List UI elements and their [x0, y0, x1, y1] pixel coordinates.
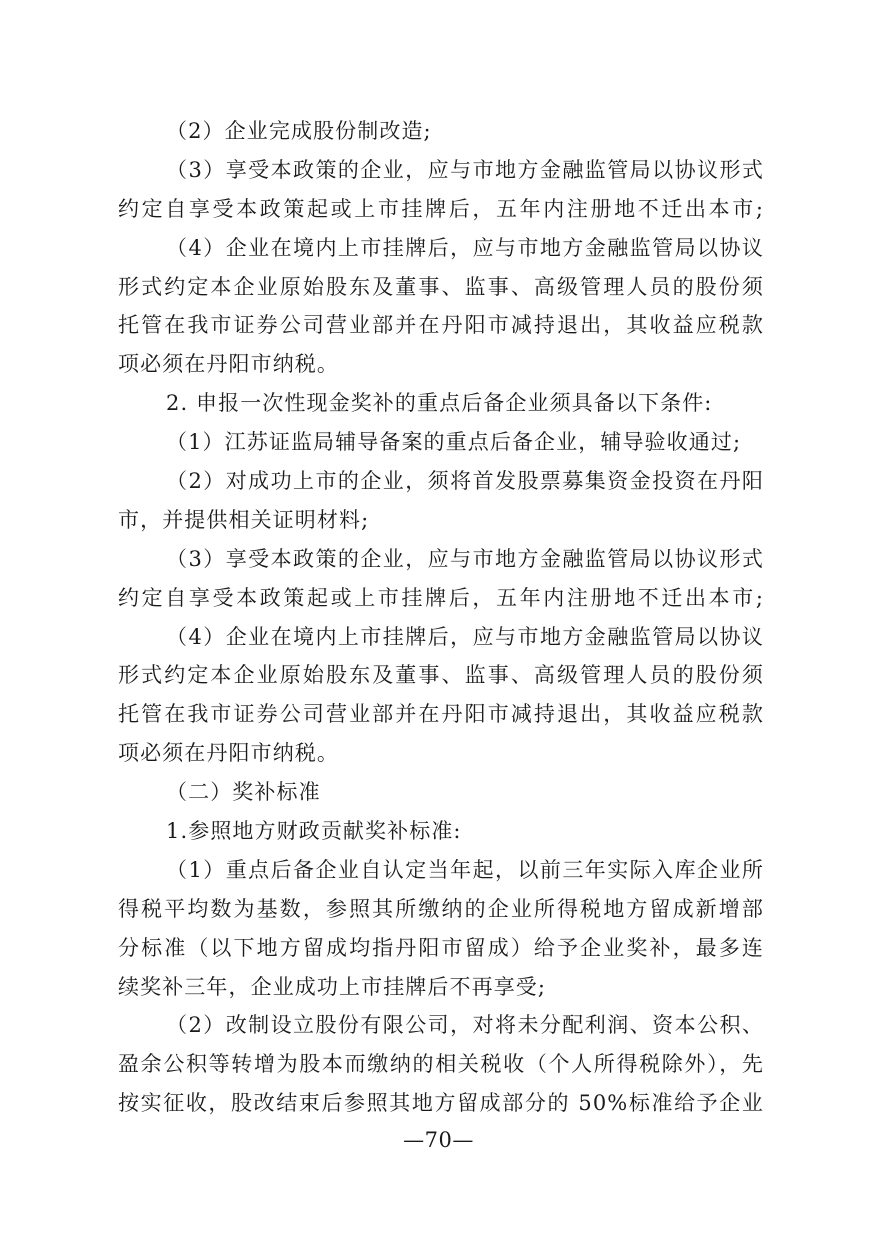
paragraph-line: 分标准（以下地方留成均指丹阳市留成）给予企业奖补，最多连 — [118, 935, 764, 960]
paragraph-line: 1.参照地方财政贡献奖补标准: — [166, 819, 462, 844]
paragraph-line: （1）江苏证监局辅导备案的重点后备企业，辅导验收通过; — [166, 430, 742, 455]
paragraph-line: 形式约定本企业原始股东及董事、监事、高级管理人员的股份须 — [118, 274, 764, 299]
paragraph-line: 项必须在丹阳市纳税。 — [118, 741, 339, 766]
paragraph-line: 项必须在丹阳市纳税。 — [118, 352, 339, 377]
paragraph-line: （3）享受本政策的企业，应与市地方金融监管局以协议形式 — [166, 546, 764, 571]
paragraph-line: 形式约定本企业原始股东及董事、监事、高级管理人员的股份须 — [118, 663, 764, 688]
paragraph-line: 盈余公积等转增为股本而缴纳的相关税收（个人所得税除外），先 — [118, 1052, 764, 1077]
paragraph-line: （4）企业在境内上市挂牌后，应与市地方金融监管局以协议 — [166, 235, 764, 260]
paragraph-line: 市，并提供相关证明材料; — [118, 507, 370, 532]
paragraph-line: （2）对成功上市的企业，须将首发股票募集资金投资在丹阳 — [166, 469, 764, 494]
paragraph-line: 托管在我市证券公司营业部并在丹阳市减持退出，其收益应税款 — [118, 313, 764, 338]
paragraph-line: 续奖补三年，企业成功上市挂牌后不再享受; — [118, 974, 547, 999]
paragraph-line: 按实征收，股改结束后参照其地方留成部分的 50%标准给予企业 — [118, 1091, 764, 1116]
paragraph-line: 约定自享受本政策起或上市挂牌后，五年内注册地不迁出本市; — [118, 585, 764, 610]
paragraph-line: （3）享受本政策的企业，应与市地方金融监管局以协议形式 — [166, 157, 764, 182]
paragraph-line: 2. 申报一次性现金奖补的重点后备企业须具备以下条件: — [166, 391, 713, 416]
paragraph-line: （2）企业完成股份制改造; — [166, 119, 432, 143]
page-number: —70— — [403, 1128, 474, 1152]
paragraph-line: （1）重点后备企业自认定当年起，以前三年实际入库企业所 — [166, 857, 764, 882]
paragraph-line: 约定自享受本政策起或上市挂牌后，五年内注册地不迁出本市; — [118, 196, 764, 221]
paragraph-line: 托管在我市证券公司营业部并在丹阳市减持退出，其收益应税款 — [118, 702, 764, 727]
paragraph-line: （2）改制设立股份有限公司，对将未分配利润、资本公积、 — [166, 1013, 764, 1038]
document-body — [118, 112, 764, 1123]
paragraph-line: （4）企业在境内上市挂牌后，应与市地方金融监管局以协议 — [166, 624, 764, 649]
paragraph-line: 得税平均数为基数，参照其所缴纳的企业所得税地方留成新增部 — [118, 896, 764, 921]
section-heading: （二）奖补标准 — [166, 780, 321, 805]
